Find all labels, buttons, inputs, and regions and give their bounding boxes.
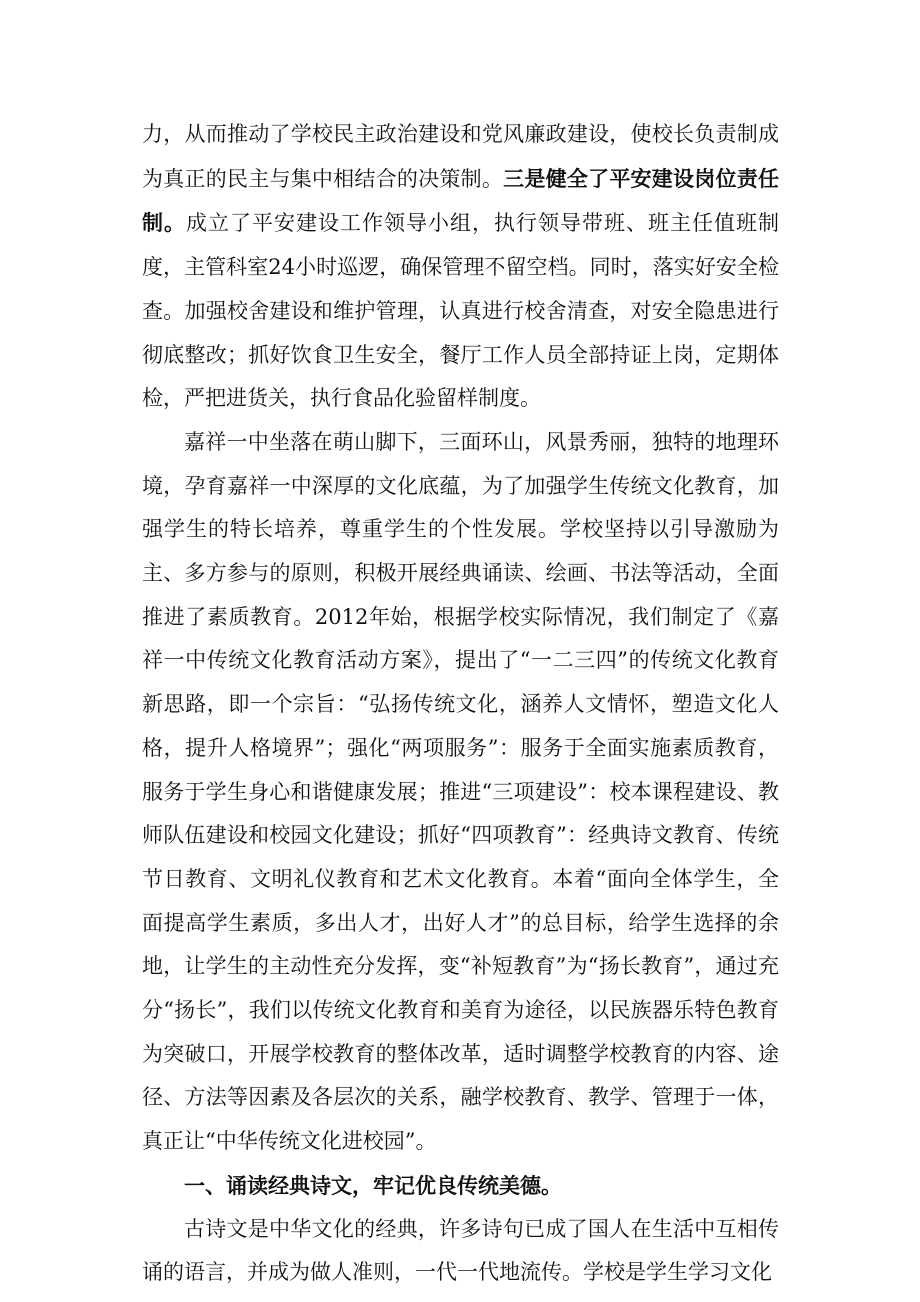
paragraph-text: 古诗文是中华文化的经典，许多诗句已成了国人在生活中互相传诵的语言，并成为做人准则，一代一代地流传。学校是学生学习文化: [142, 1216, 779, 1285]
paragraph-text: 嘉祥一中坐落在萌山脚下，三面环山，风景秀丽，独特的地理环境，孕育嘉祥一中深厚的文化底蕴，为了加强学生传统文化教育，加强学生的特长培养，尊重学生的个性发展。学校坚持以引导激励为主、多方参与的原则，积极开展经典诵读、绘画、书法等活动，全面推进了素质教育。2012年始，根据学校实际情况，我们制定了《嘉祥一中传统文化教育活动方案》，提出了“一二三四”的传统文化教育新思路，即一个宗旨：“弘扬传统文化，涵养人文情怀，塑造文化人格，提升人格境界”；强化“两项服务”：服务于全面实施素质教育，服务于学生身心和谐健康发展；推进“三项建设”：校本课程建设、教师队伍建设和校园文化建设；抓好“四项教育”：经典诗文教育、传统节日教育、文明礼仪教育和艺术文化教育。本着“面向全体学生，全面提高学生素质，多出人才，出好人才”的总目标，给学生选择的余地，让学生的主动性充分发挥，变“补短教育”为“扬长教育”，通过充分“扬长”，我们以传统文化教育和美育为途径，以民族器乐特色教育为突破口，开展学校教育的整体改革，适时调整学校教育的内容、途径、方法等因素及各层次的关系，融学校教育、教学、管理于一体，真正让“中华传统文化进校园”。: [142, 429, 779, 1154]
bold-phrase: 三是健全了平安建设岗位责任制。: [142, 165, 780, 236]
section-heading: 一、诵读经典诗文，牢记优良传统美德。: [184, 1172, 562, 1198]
paragraph-text: 力，从而推动了学校民主政治建设和党风廉政建设，使校长负责制成为真正的民主与集中相结合的决策制。: [142, 122, 779, 191]
paragraph-classic-poetry: [142, 1208, 779, 1295]
document-page: [142, 113, 779, 1295]
paragraph-school-culture: [142, 421, 779, 1164]
paragraph-text: 成立了平安建设工作领导小组，执行领导带班、班主任值班制度，主管科室24小时巡逻，确保管理不留空档。同时，落实好安全检查。加强校舍建设和维护管理，认真进行校舍清查，对安全隐患进行彻底整改；抓好饮食卫生安全，餐厅工作人员全部持证上岗，定期体检，严把进货关，执行食品化验留样制度。: [142, 211, 779, 411]
paragraph-safety-responsibility: [142, 113, 779, 421]
